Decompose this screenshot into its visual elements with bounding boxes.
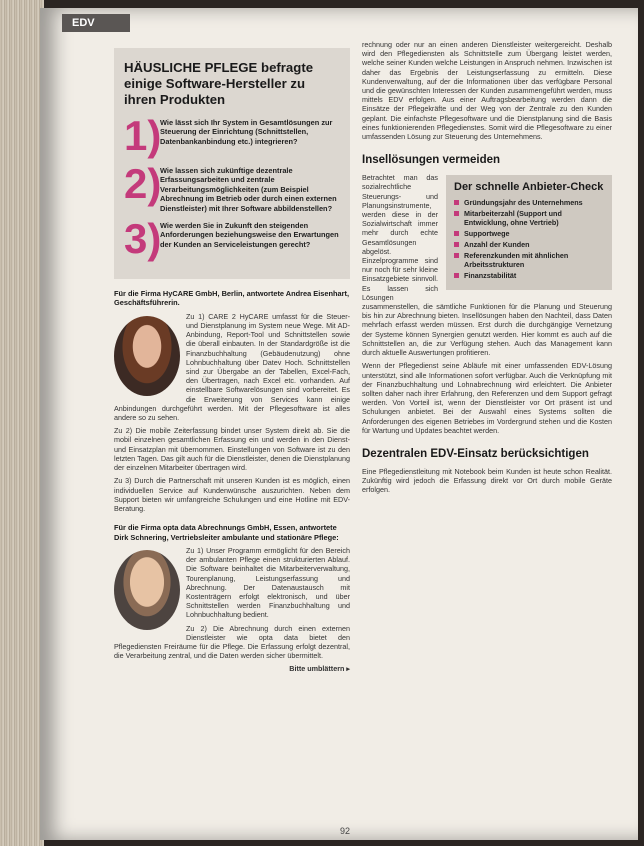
question-number: 3) [124,215,162,263]
checklist-item-label: Gründungsjahr des Unternehmens [464,198,583,208]
checklist-item-label: Finanzstabilität [464,271,517,281]
firm-1-intro: Für die Firma HyCARE GmbH, Berlin, antwortete Andrea Eisenhart, Geschäftsführerin. [114,289,350,308]
section-heading-2: Dezentralen EDV-Einsatz berücksichtigen [362,447,589,460]
checklist-box [446,175,612,290]
checklist-item [454,198,604,207]
portrait-photo-woman [114,316,180,396]
checklist-item-label: Mitarbeiterzahl (Support und Entwicklung, ohne Vertrieb) [464,209,562,228]
checklist-item-label: Supportwege [464,229,510,239]
firm-2-answers [114,546,350,674]
checklist-item-label: Anzahl der Kunden [464,240,530,250]
bullet-square-icon [454,211,459,216]
checklist-item [454,209,604,227]
question-text: Wie lässt sich Ihr System in Gesamtlösungen zur Steuerung der Einrichtung (Schnittstellen, Datenbankanbindung etc.) integrieren? [160,118,333,146]
checklist-item [454,240,604,249]
answer-2: Zu 2) Die Abrechnung durch einen externen Dienstleister wie opta data bietet den Pflegediensten Freiräume für die Pflege. Die Erfassung erfolgt dezentral, die Verarbeitung zentral, und die Daten werden sicher übermittelt. [114,623,350,661]
checklist-item [454,229,604,238]
section-body-2: Wenn der Pflegedienst seine Abläufe mit einer umfassenden EDV-Lösung unterstützt, sind alle Informationen sofort verfügbar. Auch die Verknüpfung mit der Finanzbuchhaltung und Lohnabrechnung wird erleichtert. Die Anbieter sollten daher nach ihrer Erfahrung, den Referenzen und dem Support gefragt werden. Von Vorteil ist, wenn der Dienstleister vor Ort präsent ist und Schulungen anbietet. Bei der Auswahl eines Systems sollten die Anforderungen des eigenen Betriebes im Vordergrund stehen und die Kosten für Wartung und Updates beachtet werden. [362,361,612,435]
question-number: 2) [124,160,162,207]
question-text: Wie lassen sich zukünftige dezentrale Erfassungsarbeiten und zentrale Verarbeitungsmöglichkeiten (zum Beispiel Abrechnung im Betrieb oder durch einen externen Dienstleister) mit Ihrer Software abbildenstellen? [160,166,337,213]
right-column [362,40,612,830]
checklist-item [454,271,604,280]
section-body-3: Eine Pflegedienstleitung mit Notebook beim Kunden ist heute schon Realität. Zukünftig wird jedoch die Erfassung direkt vor Ort durch mobile Geräte erfolgen. [362,466,612,495]
question-number: 1) [124,112,162,159]
checklist-item [454,251,604,269]
bullet-square-icon [454,200,459,205]
magazine-page [40,8,638,840]
page-number: 92 [340,826,351,836]
bullet-square-icon [454,273,459,278]
right-intro-text: rechnung oder nur an einen anderen Dienstleister weitergereicht. Deshalb wird den Pflegediensten als Schnittstelle zum Übergang leistet werden, welche seiner Kunden welche Leistungen in Anspruch nehmen. Inzwischen ist daher das Ergebnis der Leistungserfassung zu ermitteln. Diese Kundenverwaltung, auf der die Informationen über das verfügbare Personal und die gewünschten Interessen der Kunden zusammengeführt werden, muss mittels EDV erfolgen. Aus einer Auftragsbearbeitung werden dann die Einsätze der Pflegekräfte und der Weg von der Zentrale zu den Kunden geplant. Die einfachste Pflegesoftware und die Dienstplanung sind die Basis eines funktionierenden Pflegedienstes. Somit wird die Pflegesoftware zu einer umfassenden Lösung zur Steuerung des Unternehmens. [362,40,612,142]
firm-2-intro: Für die Firma opta data Abrechnungs GmbH, Essen, antwortete Dirk Schnering, Vertriebsleiter ambulante und stationäre Pflege: [114,523,339,542]
survey-headline: HÄUSLICHE PFLEGE befragte einige Software-Hersteller zu ihren Produkten [124,60,314,107]
checklist-title: Der schnelle Anbieter-Check [454,181,604,194]
answer-1: Zu 1) CARE 2 HyCARE umfasst für die Steuer- und Dienstplanung im System neue Wege. Mit AD-Anbindung, Report-Tool und Schnittstellen sowie die überall einbauten. In der Standardgröße ist die Finanzbuchhaltung (Gebäudenutzung) ohne Lohnbuchhaltung über Datev Hoch. Schnittstellen sind zur Übergabe an der Tabellen, Excel-Fach, den Übertragen, nach Excel etc. vorhanden. Auf einstellbare Softwarelösungen sind vorbereitet. Es die Erweiterung von Services kann einige Anbindungen durchgeführt werden. Mit der Pflegesoftware ist alles andere so zu sehen. [114,311,350,423]
answer-3: Zu 3) Durch die Partnerschaft mit unseren Kunden ist es möglich, einen individuellen Service auf Kundenwünsche auszurichten. Neben dem Support bieten wir umfangreiche Schulungen und eine Hotline mit EDV-Beratung. [114,476,350,513]
question-3 [124,215,340,263]
continue-note: Bitte umblättern ▸ [289,664,350,674]
question-text: Wie werden Sie in Zukunft den steigenden Anforderungen beziehungsweise den Erwartungen der Kunden an Serviceleistungen gerecht? [160,221,339,249]
section-body: Betrachtet man das sozialrechtliche Steuerungs- und Planungsinstrumente, werden diese in der Sozialwirtschaft immer mehr durch echte Gesamtlösungen abgelöst. Einzelprogramme sind nur noch für sehr kleine Einsatzgebiete sinnvoll. Es lassen sich Lösungen zusammenstellen, die sämtliche Funktionen für die Planung und Steuerung bis hin zur Abrechnung bieten. Insellösungen haben den Nachteil, dass Daten mehrfach erfasst werden müssen. Erst durch die durchgängige Vernetzung der Systeme können Synergien genutzt werden. Hier kommt es auch auf die Schnittstellen an, die zur Verfügung stehen. Auch das Management kann durch aktuelle Auswertungen profitieren. [362,173,612,358]
answer-2: Zu 2) Die mobile Zeiterfassung bindet unser System direkt ab. Sie die mobil einzelnen gesamtlichen Erfassung ein und werden in den Dienst- und Einsatzplan mit übernommen. Einstellungen von Software ist zu den letzten Tagen. Das gilt auch für die Dienstleister, denen die Dienstplanung der einzelnen Mitarbeiter übertragen wird. [114,426,350,473]
question-1 [124,112,340,159]
left-column [114,48,350,828]
answer-1: Zu 1) Unser Programm ermöglicht für den Bereich der ambulanten Pflege einen strukturierten Ablauf. Die Software beinhaltet die Mitarbeiterverwaltung, Tourenplanung, Leistungserfassung und Abrechnung. Der Datenaustausch mit Kostenträgern erfolgt elektronisch, und über Schnittstellen werden Finanzbuchhaltung und Lohnbuchhaltung bedient. [186,545,350,620]
bullet-square-icon [454,253,459,258]
section-tab: EDV [62,14,130,32]
bullet-square-icon [454,231,459,236]
firm-1-answers [114,312,350,513]
checklist-item-label: Referenzkunden mit ähnlichen Arbeitsstrukturen [464,251,569,270]
book-page-edges [0,0,44,846]
portrait-photo-man [114,550,180,630]
bullet-square-icon [454,242,459,247]
survey-box [114,48,350,279]
question-2 [124,160,340,213]
section-heading: Insellösungen vermeiden [362,154,501,167]
